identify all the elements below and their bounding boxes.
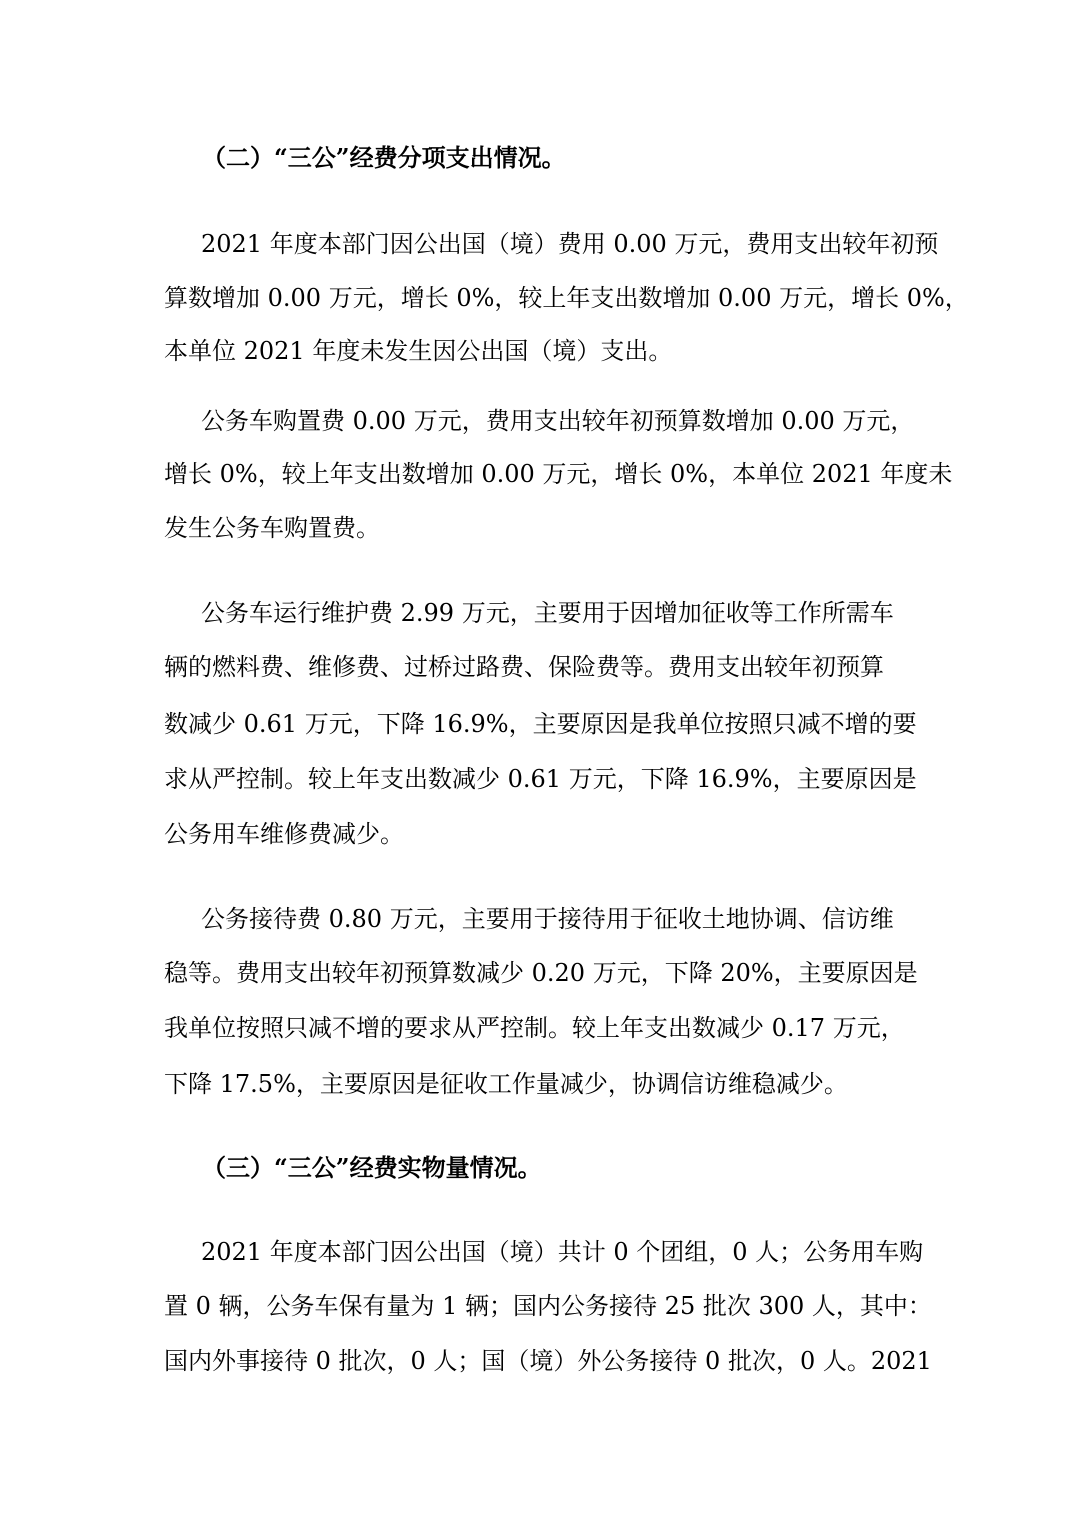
paragraph-line: 公务车运行维护费 2.99 万元，主要用于因增加征收等工作所需车 [201,599,894,627]
paragraph-line: 2021 年度本部门因公出国（境）共计 0 个团组，0 人；公务用车购 [201,1238,924,1266]
section-heading-3: （三）“三公”经费实物量情况。 [202,1153,542,1182]
paragraph-line: 公务接待费 0.80 万元，主要用于接待用于征收土地协调、信访维 [201,905,894,933]
paragraph-line: 增长 0%，较上年支出数增加 0.00 万元，增长 0%，本单位 2021 年度未 [164,460,953,488]
paragraph-line: 本单位 2021 年度未发生因公出国（境）支出。 [164,337,673,365]
paragraph-line: 下降 17.5%，主要原因是征收工作量减少，协调信访维稳减少。 [164,1070,848,1098]
paragraph-line: 置 0 辆，公务车保有量为 1 辆；国内公务接待 25 批次 300 人，其中： [164,1292,932,1320]
paragraph-line: 公务车购置费 0.00 万元，费用支出较年初预算数增加 0.00 万元， [201,407,915,435]
paragraph-line: 2021 年度本部门因公出国（境）费用 0.00 万元，费用支出较年初预 [201,230,939,258]
section-heading-2: （二）“三公”经费分项支出情况。 [202,143,566,172]
paragraph-line: 求从严控制。较上年支出数减少 0.61 万元，下降 16.9%，主要原因是 [164,765,917,793]
paragraph-line: 公务用车维修费减少。 [164,820,404,848]
paragraph-line: 辆的燃料费、维修费、过桥过路费、保险费等。费用支出较年初预算 [164,653,884,681]
paragraph-line: 发生公务车购置费。 [164,514,380,542]
paragraph-line: 算数增加 0.00 万元，增长 0%，较上年支出数增加 0.00 万元，增长 0%， [164,284,969,312]
paragraph-line: 我单位按照只减不增的要求从严控制。较上年支出数减少 0.17 万元， [164,1014,905,1042]
paragraph-line: 数减少 0.61 万元，下降 16.9%，主要原因是我单位按照只减不增的要 [164,710,917,738]
paragraph-line: 国内外事接待 0 批次，0 人；国（境）外公务接待 0 批次，0 人。2021 [164,1347,932,1375]
paragraph-line: 稳等。费用支出较年初预算数减少 0.20 万元，下降 20%，主要原因是 [164,959,918,987]
